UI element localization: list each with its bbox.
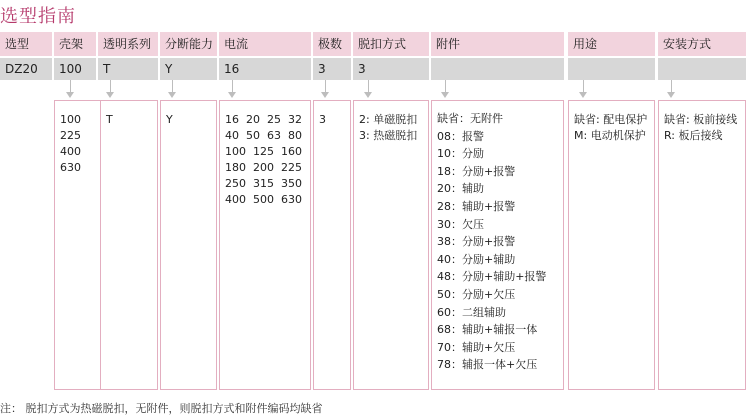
option-item: 16 20 25 32 <box>225 113 302 126</box>
option-item: 100 <box>60 113 81 126</box>
options-usage <box>568 100 655 390</box>
option-item: 30：欠压 <box>437 217 484 231</box>
header-poles: 极数 <box>313 32 351 56</box>
value-model: DZ20 <box>0 58 52 80</box>
options-current <box>219 100 311 390</box>
option-item: 缺省: 板前接线 <box>664 113 738 126</box>
options-installation <box>658 100 746 390</box>
value-series: T <box>98 58 158 80</box>
value-usage <box>568 58 655 80</box>
arrow-down-icon <box>364 92 372 98</box>
option-item: M: 电动机保护 <box>574 129 646 142</box>
header-model: 选型 <box>0 32 52 56</box>
option-item: 180 200 225 <box>225 161 302 174</box>
arrow-down-icon <box>228 92 236 98</box>
value-installation <box>658 58 746 80</box>
value-trip-mode: 3 <box>353 58 429 80</box>
option-item: 10：分励 <box>437 147 484 161</box>
option-item: 20：辅助 <box>437 182 484 196</box>
header-trip-mode: 脱扣方式 <box>353 32 429 56</box>
header-breaking-capacity: 分断能力 <box>160 32 217 56</box>
option-item: 250 315 350 <box>225 177 302 190</box>
option-item: 60：二组辅助 <box>437 305 506 319</box>
value-breaking-capacity: Y <box>160 58 217 80</box>
footnote: 注： 脱扣方式为热磁脱扣，无附件，则脱扣方式和附件编码均缺省 <box>0 402 323 415</box>
options-poles <box>313 100 351 390</box>
options-trip-mode <box>353 100 429 390</box>
options-series <box>100 100 158 390</box>
header-accessories: 附件 <box>431 32 564 56</box>
value-poles: 3 <box>313 58 351 80</box>
arrow-down-icon <box>66 92 74 98</box>
option-item: 08：报警 <box>437 129 484 143</box>
header-installation: 安装方式 <box>658 32 746 56</box>
arrow-down-icon <box>106 92 114 98</box>
option-item: 70：辅助+欠压 <box>437 340 516 354</box>
value-current: 16 <box>219 58 311 80</box>
arrow-down-icon <box>168 92 176 98</box>
option-item: 100 125 160 <box>225 145 302 158</box>
value-frame: 100 <box>54 58 96 80</box>
option-item: 400 500 630 <box>225 193 302 206</box>
header-usage: 用途 <box>568 32 655 56</box>
option-item: 630 <box>60 161 81 174</box>
option-item: 40：分励+辅助 <box>437 252 516 266</box>
header-current: 电流 <box>219 32 311 56</box>
option-item: 38：分励+报警 <box>437 235 516 249</box>
option-item: R: 板后接线 <box>664 129 723 142</box>
value-accessories <box>431 58 564 80</box>
option-item: 18：分励+报警 <box>437 164 516 178</box>
header-series: 透明系列 <box>98 32 158 56</box>
option-item: 2: 单磁脱扣 <box>359 113 418 126</box>
option-item: 缺省：无附件 <box>437 112 503 125</box>
option-item: 28：辅助+报警 <box>437 199 516 213</box>
arrow-down-icon <box>441 92 449 98</box>
option-item: 3 <box>319 113 326 126</box>
option-item: 225 <box>60 129 81 142</box>
header-frame: 壳架 <box>54 32 96 56</box>
options-breaking-capacity <box>160 100 217 390</box>
arrow-down-icon <box>321 92 329 98</box>
option-item: Y <box>166 113 173 126</box>
option-item: 40 50 63 80 <box>225 129 302 142</box>
option-item: T <box>106 113 113 126</box>
option-item: 缺省: 配电保护 <box>574 113 648 126</box>
option-item: 3: 热磁脱扣 <box>359 129 418 142</box>
option-item: 78：辅报一体+欠压 <box>437 358 538 372</box>
option-item: 68：辅助+辅报一体 <box>437 323 538 337</box>
option-item: 48：分励+辅助+报警 <box>437 270 547 284</box>
arrow-down-icon <box>579 92 587 98</box>
arrow-down-icon <box>667 92 675 98</box>
option-item: 50：分励+欠压 <box>437 287 516 301</box>
option-item: 400 <box>60 145 81 158</box>
options-accessories <box>431 100 564 390</box>
page-title: 选型指南 <box>0 6 76 27</box>
